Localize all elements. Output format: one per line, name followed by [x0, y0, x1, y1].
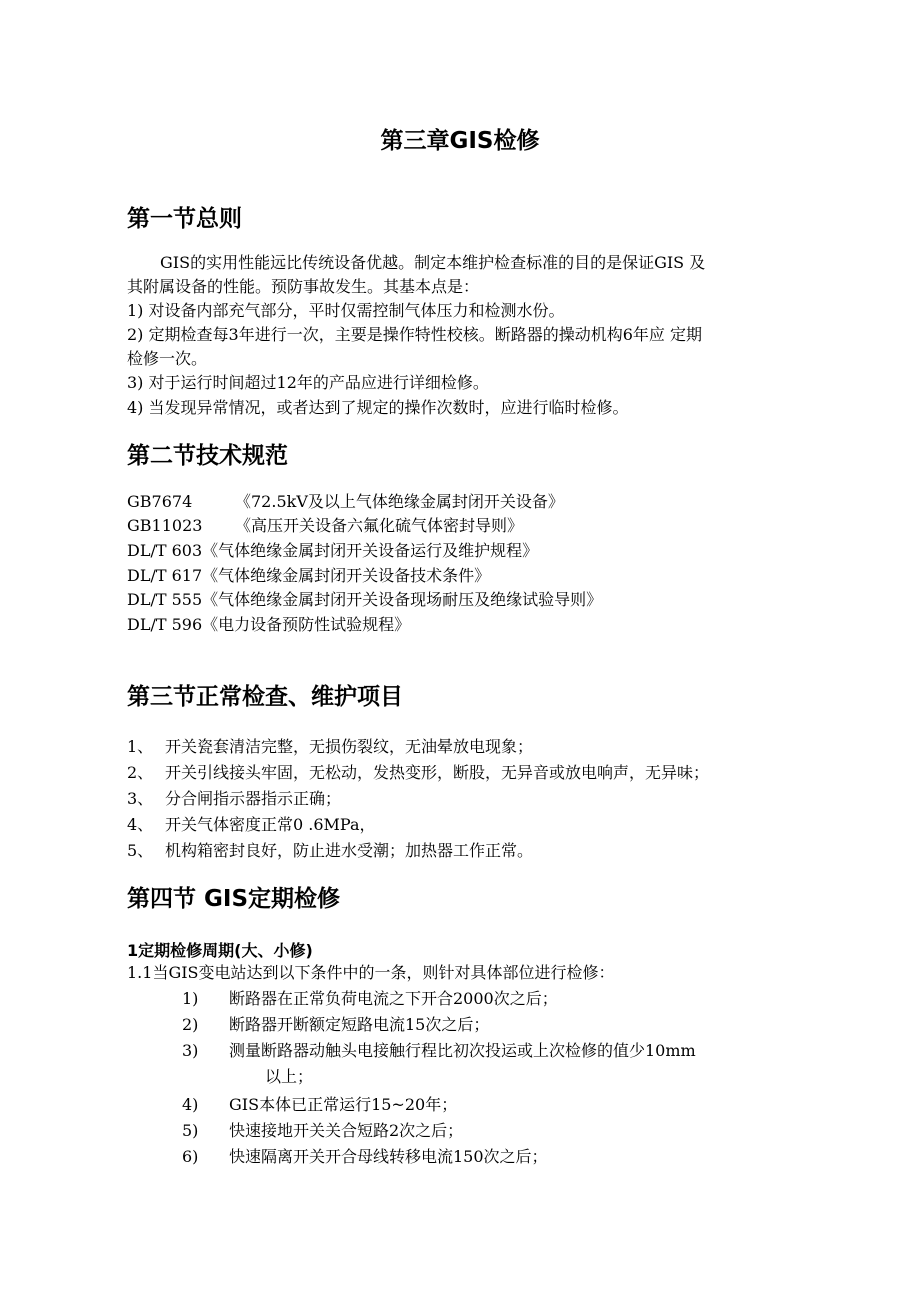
standard-row	[127, 565, 490, 587]
standard-code: GB11023	[127, 516, 203, 535]
standard-name: 《高压开关设备六氟化硫气体密封导则》	[235, 516, 524, 535]
standard-name: 《72.5kV及以上气体绝缘金属封闭开关设备》	[235, 492, 564, 511]
item-number: 2、	[127, 763, 154, 782]
item-number: 4、	[127, 815, 154, 834]
item-number: 6)	[182, 1147, 199, 1166]
section4-heading: 第四节 GIS定期检修	[127, 886, 341, 912]
section3-item	[127, 736, 533, 758]
section3-item	[127, 762, 709, 784]
item-text: 断路器在正常负荷电流之下开合2000次之后；	[229, 989, 558, 1008]
item-text: 断路器开断额定短路电流15次之后；	[229, 1015, 490, 1034]
item-number: 4)	[182, 1095, 199, 1114]
item-text: GIS本体已正常运行15~20年；	[229, 1095, 458, 1114]
standard-row	[127, 515, 523, 537]
item-number: 2)	[182, 1015, 199, 1034]
item-text: 分合闸指示器指示正确；	[165, 789, 342, 808]
item-number: 5)	[182, 1121, 199, 1140]
section1-para-line2: 其附属设备的性能。预防事故发生。其基本点是：	[127, 277, 480, 296]
chapter-title: 第三章GIS检修	[380, 128, 540, 154]
item-number: 5、	[127, 841, 154, 860]
section4-intro: 1.1当GIS变电站达到以下条件中的一条，则针对具体部位进行检修：	[127, 963, 615, 982]
item-text: 测量断路器动触头电接触行程比初次投运或上次检修的值少10mm	[229, 1041, 696, 1060]
section3-item	[127, 814, 376, 836]
standard-row	[127, 589, 602, 611]
standard-row	[127, 540, 538, 562]
section1-heading: 第一节总则	[127, 206, 242, 232]
standard-name: 《电力设备预防性试验规程》	[202, 615, 411, 634]
item-number: 1、	[127, 737, 154, 756]
section2-heading: 第二节技术规范	[127, 443, 288, 469]
section3-item	[127, 788, 341, 810]
section1-para-line1: GIS的实用性能远比传统设备优越。制定本维护检查标准的目的是保证GIS 及	[160, 253, 706, 272]
standard-name: 《气体绝缘金属封闭开关设备现场耐压及绝缘试验导则》	[202, 590, 603, 609]
item-text: 以上；	[265, 1067, 314, 1086]
item-number: 3)	[182, 1041, 199, 1060]
section4-subheading: 1定期检修周期(大、小修)	[127, 941, 313, 960]
standard-code: GB7674	[127, 492, 193, 511]
item-text: 快速接地开关关合短路2次之后；	[229, 1121, 464, 1140]
section1-item: 1) 对设备内部充气部分，平时仅需控制气体压力和检测水份。	[127, 301, 565, 320]
section3-item	[127, 840, 533, 862]
standard-code: DL/T 617	[127, 566, 203, 585]
section1-item: 2) 定期检查每3年进行一次，主要是操作特性校核。断路器的操动机构6年应 定期	[127, 325, 702, 344]
standard-name: 《气体绝缘金属封闭开关设备运行及维护规程》	[202, 541, 539, 560]
section1-item: 4) 当发现异常情况，或者达到了规定的操作次数时，应进行临时检修。	[127, 398, 629, 417]
item-number: 3、	[127, 789, 154, 808]
section1-item-continuation: 检修一次。	[127, 349, 208, 368]
item-text: 快速隔离开关开合母线转移电流150次之后；	[229, 1147, 548, 1166]
section1-item: 3) 对于运行时间超过12年的产品应进行详细检修。	[127, 373, 489, 392]
section3-heading: 第三节正常检查、维护项目	[127, 684, 403, 710]
item-text: 开关瓷套清洁完整，无损伤裂纹，无油晕放电现象；	[165, 737, 534, 756]
standard-code: DL/T 603	[127, 541, 203, 560]
standard-row	[127, 614, 410, 636]
item-text: 开关气体密度正常0 .6MPa，	[165, 815, 376, 834]
item-text: 机构箱密封良好，防止进水受潮；加热器工作正常。	[165, 841, 534, 860]
item-number: 1)	[182, 989, 199, 1008]
standard-code: DL/T 596	[127, 615, 203, 634]
standard-row	[127, 491, 564, 513]
standard-name: 《气体绝缘金属封闭开关设备技术条件》	[202, 566, 491, 585]
item-text: 开关引线接头牢固，无松动，发热变形，断股，无异音或放电响声，无异味；	[165, 763, 710, 782]
standard-code: DL/T 555	[127, 590, 203, 609]
